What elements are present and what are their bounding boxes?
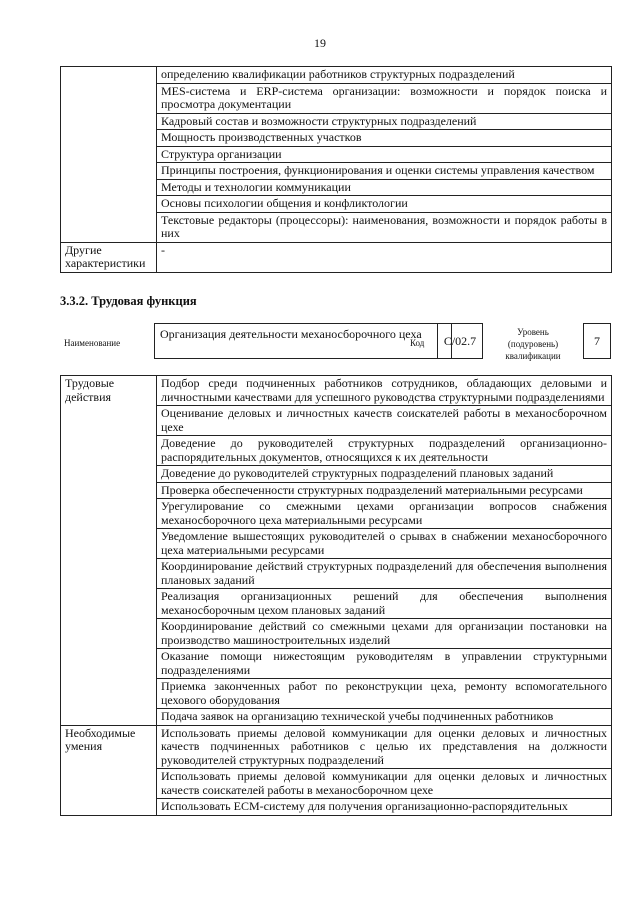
labor-action: Урегулирование со смежными цехами организации вопросов снабжения механосборочного цеха материальными ресурсами — [157, 499, 612, 529]
labor-action: Приемка законченных работ по реконструкции цеха, ремонту вспомогательного цехового оборудования — [157, 679, 612, 709]
knowledge-item: Текстовые редакторы (процессоры): наименования, возможности и порядок работы в них — [157, 212, 612, 242]
function-name-box: Организация деятельности механосборочного цеха — [154, 323, 452, 359]
labor-action: Оказание помощи нижестоящим руководителям в управлении структурными подразделениями — [157, 649, 612, 679]
labor-function-header — [60, 322, 612, 366]
knowledge-item: Методы и технологии коммуникации — [157, 179, 612, 196]
table-row — [61, 67, 612, 84]
section-title: 3.3.2. Трудовая функция — [60, 294, 197, 308]
required-skill: Использовать приемы деловой коммуникации для оценки деловых и личностных качеств соискателей работы в механосборочном цехе — [157, 769, 612, 799]
knowledge-item: Мощность производственных участков — [157, 130, 612, 147]
knowledge-item: MES-система и ERP-система организации: возможности и порядок поиска и просмотра документации — [157, 83, 612, 113]
page-number: 19 — [314, 36, 326, 50]
labor-action: Реализация организационных решений для обеспечения выполнения механосборочным цехом плановых заданий — [157, 589, 612, 619]
knowledge-item: Принципы построения, функционирования и оценки системы управления качеством — [157, 163, 612, 180]
labor-action: Уведомление вышестоящих руководителей о срывах в снабжении механосборочного цеха материальными ресурсами — [157, 529, 612, 559]
code-label: Код — [410, 338, 425, 348]
knowledge-item: определению квалификации работников структурных подразделений — [157, 67, 612, 84]
knowledge-item: Основы психологии общения и конфликтологии — [157, 196, 612, 213]
labor-action: Подача заявок на организацию технической учебы подчиненных работников — [157, 709, 612, 726]
labor-action: Проверка обеспеченности структурных подразделений материальными ресурсами — [157, 482, 612, 499]
required-skill: Использовать приемы деловой коммуникации для оценки деловых и личностных качеств подчиненных работников с целью их представления на должности руководителей структурных подразделений — [157, 725, 612, 769]
other-characteristics-label: Другие характеристики — [61, 242, 157, 272]
knowledge-item: Кадровый состав и возможности структурных подразделений — [157, 113, 612, 130]
labor-action: Доведение до руководителей структурных подразделений плановых заданий — [157, 466, 612, 483]
qualification-level-box: 7 — [583, 323, 611, 359]
labor-action: Координирование действий структурных подразделений для обеспечения выполнения плановых заданий — [157, 559, 612, 589]
labor-action: Координирование действий со смежными цехами для организации постановки на производство машиностроительных изделий — [157, 619, 612, 649]
table-row — [61, 242, 612, 272]
function-code-box: C/02.7 — [437, 323, 483, 359]
knowledge-item: Структура организации — [157, 146, 612, 163]
table-row — [61, 725, 612, 769]
required-skills-label: Необходимые умения — [61, 725, 157, 815]
other-characteristics-value: - — [157, 242, 612, 272]
required-skill: Использовать ECM-систему для получения организационно-распорядительных — [157, 799, 612, 816]
qualification-level-label: Уровень (подуровень) квалификации — [505, 327, 561, 361]
labor-action: Доведение до руководителей структурных подразделений организационно-распорядительных документов, относящихся к их деятельности — [157, 436, 612, 466]
knowledge-table-continued — [60, 66, 612, 273]
labor-action: Оценивание деловых и личностных качеств соискателей работы в механосборочном цехе — [157, 406, 612, 436]
labor-actions-label: Трудовые действия — [61, 376, 157, 726]
name-label: Наименование — [64, 338, 121, 348]
table-row — [61, 376, 612, 406]
labor-action: Подбор среди подчиненных работников сотрудников, обладающих деловыми и личностными качествами для успешного руководства структурными подразделениями — [157, 376, 612, 406]
labor-function-table — [60, 375, 612, 816]
row-label-empty — [61, 67, 157, 243]
